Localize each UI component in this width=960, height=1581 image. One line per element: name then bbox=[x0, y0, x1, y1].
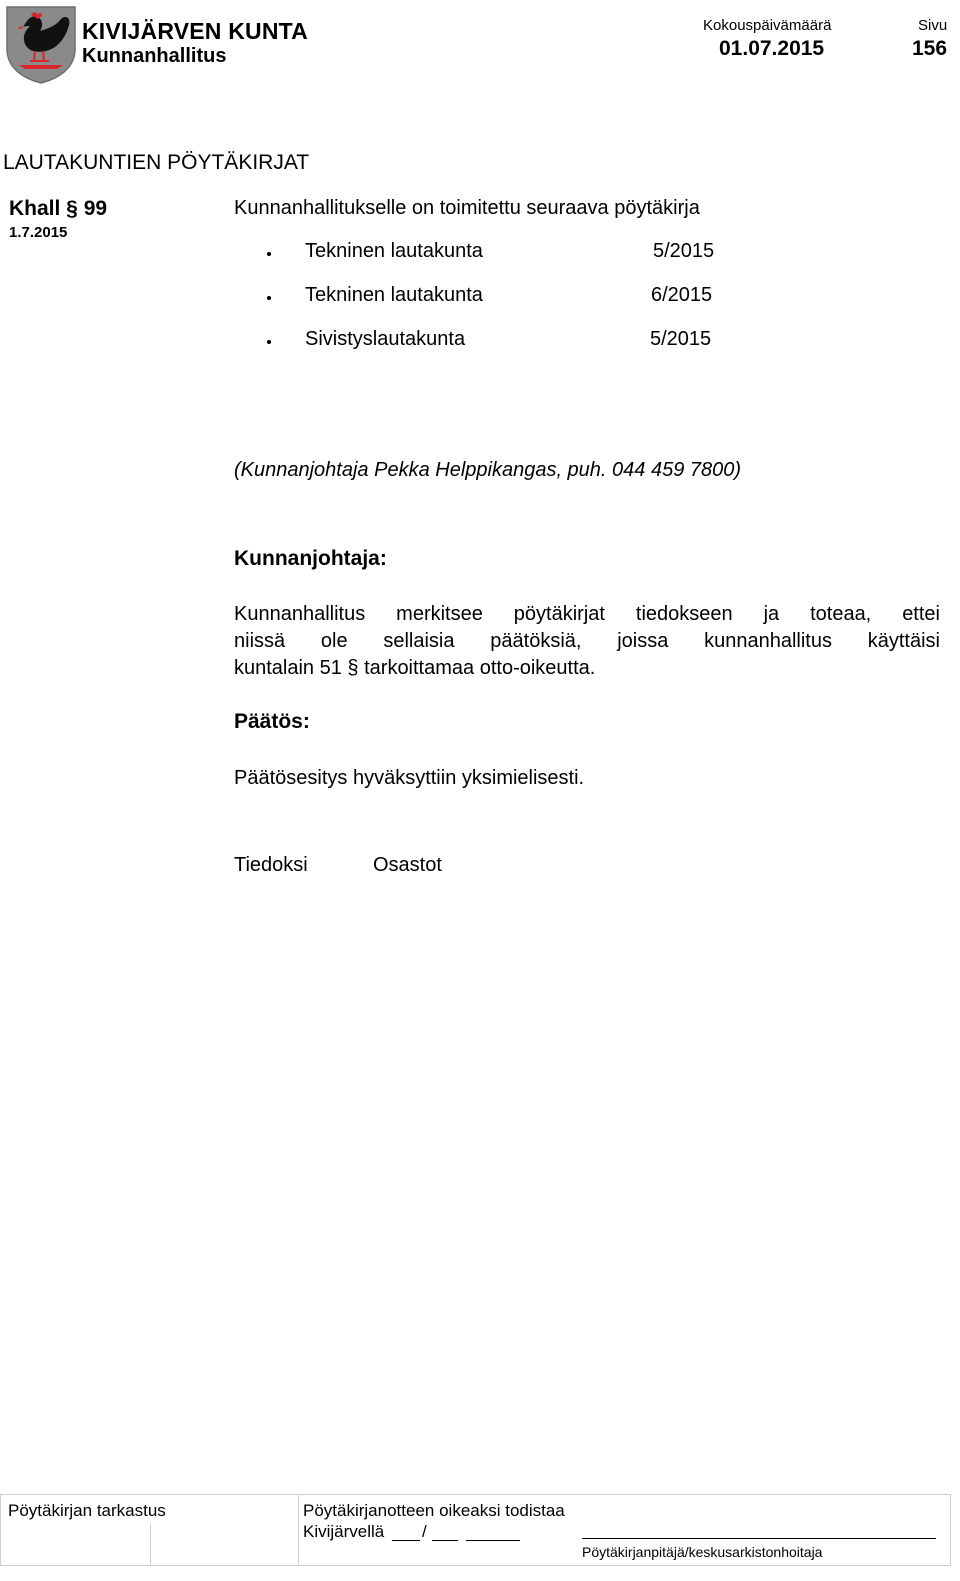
decision-text: Päätösesitys hyväksyttiin yksimielisesti. bbox=[234, 767, 585, 789]
footer-divider bbox=[298, 1494, 299, 1566]
date-separator: / bbox=[422, 1522, 427, 1541]
distribution-value: Osastot bbox=[373, 854, 442, 876]
page-number: 156 bbox=[912, 37, 948, 60]
signature-line bbox=[582, 1538, 936, 1539]
municipal-coat-of-arms-logo bbox=[5, 5, 77, 85]
case-reference: Khall § 99 bbox=[9, 197, 108, 220]
signature-footer bbox=[0, 1494, 951, 1566]
proposal-line: kuntalain 51 § tarkoittamaa otto-oikeutta. bbox=[234, 657, 596, 679]
minutes-board-name: Sivistyslautakunta bbox=[305, 328, 466, 350]
contact-info: (Kunnanjohtaja Pekka Helppikangas, puh. 044 459 7800) bbox=[234, 459, 742, 481]
footer-inner-divider bbox=[150, 1524, 151, 1566]
signer-title: Pöytäkirjanpitäjä/keskusarkistonhoitaja bbox=[582, 1544, 823, 1560]
proposal-heading: Kunnanjohtaja: bbox=[234, 547, 387, 570]
decision-heading: Päätös: bbox=[234, 710, 310, 733]
section-title: LAUTAKUNTIEN PÖYTÄKIRJAT bbox=[3, 151, 310, 174]
bullet-icon bbox=[267, 296, 271, 300]
minutes-board-name: Tekninen lautakunta bbox=[305, 240, 483, 262]
month-signature-line bbox=[432, 1540, 458, 1541]
minutes-board-name: Tekninen lautakunta bbox=[305, 284, 483, 306]
meeting-date-label: Kokouspäivämäärä bbox=[703, 17, 832, 34]
minutes-number: 6/2015 bbox=[651, 284, 713, 306]
certify-label: Pöytäkirjanotteen oikeaksi todistaa bbox=[303, 1501, 565, 1520]
case-date: 1.7.2015 bbox=[9, 224, 68, 241]
list-item bbox=[234, 240, 754, 266]
minutes-number: 5/2015 bbox=[650, 328, 712, 350]
year-signature-line bbox=[466, 1540, 520, 1541]
case-intro: Kunnanhallitukselle on toimitettu seuraava pöytäkirja bbox=[234, 197, 700, 219]
place-label: Kivijärvellä bbox=[303, 1522, 385, 1541]
list-item bbox=[234, 328, 754, 354]
footer-bottom-rule bbox=[0, 1565, 951, 1566]
governing-body-name: Kunnanhallitus bbox=[82, 45, 227, 67]
organization-name: KIVIJÄRVEN KUNTA bbox=[82, 18, 308, 44]
proposal-line: Kunnanhallitus merkitsee pöytäkirjat tiedokseen ja toteaa, ettei bbox=[234, 603, 940, 625]
footer-right-border bbox=[950, 1494, 951, 1566]
proposal-text bbox=[234, 601, 940, 682]
footer-top-rule bbox=[0, 1494, 951, 1495]
distribution-label: Tiedoksi bbox=[234, 854, 308, 876]
day-signature-line bbox=[392, 1540, 420, 1541]
list-item bbox=[234, 284, 754, 310]
minutes-number: 5/2015 bbox=[653, 240, 715, 262]
bullet-icon bbox=[267, 340, 271, 344]
proposal-line: niissä ole sellaisia päätöksiä, joissa kunnanhallitus käyttäisi bbox=[234, 630, 940, 652]
page-label: Sivu bbox=[918, 17, 948, 34]
bullet-icon bbox=[267, 252, 271, 256]
footer-left-border bbox=[0, 1494, 1, 1566]
meeting-date: 01.07.2015 bbox=[719, 37, 825, 60]
review-label: Pöytäkirjan tarkastus bbox=[8, 1501, 166, 1520]
